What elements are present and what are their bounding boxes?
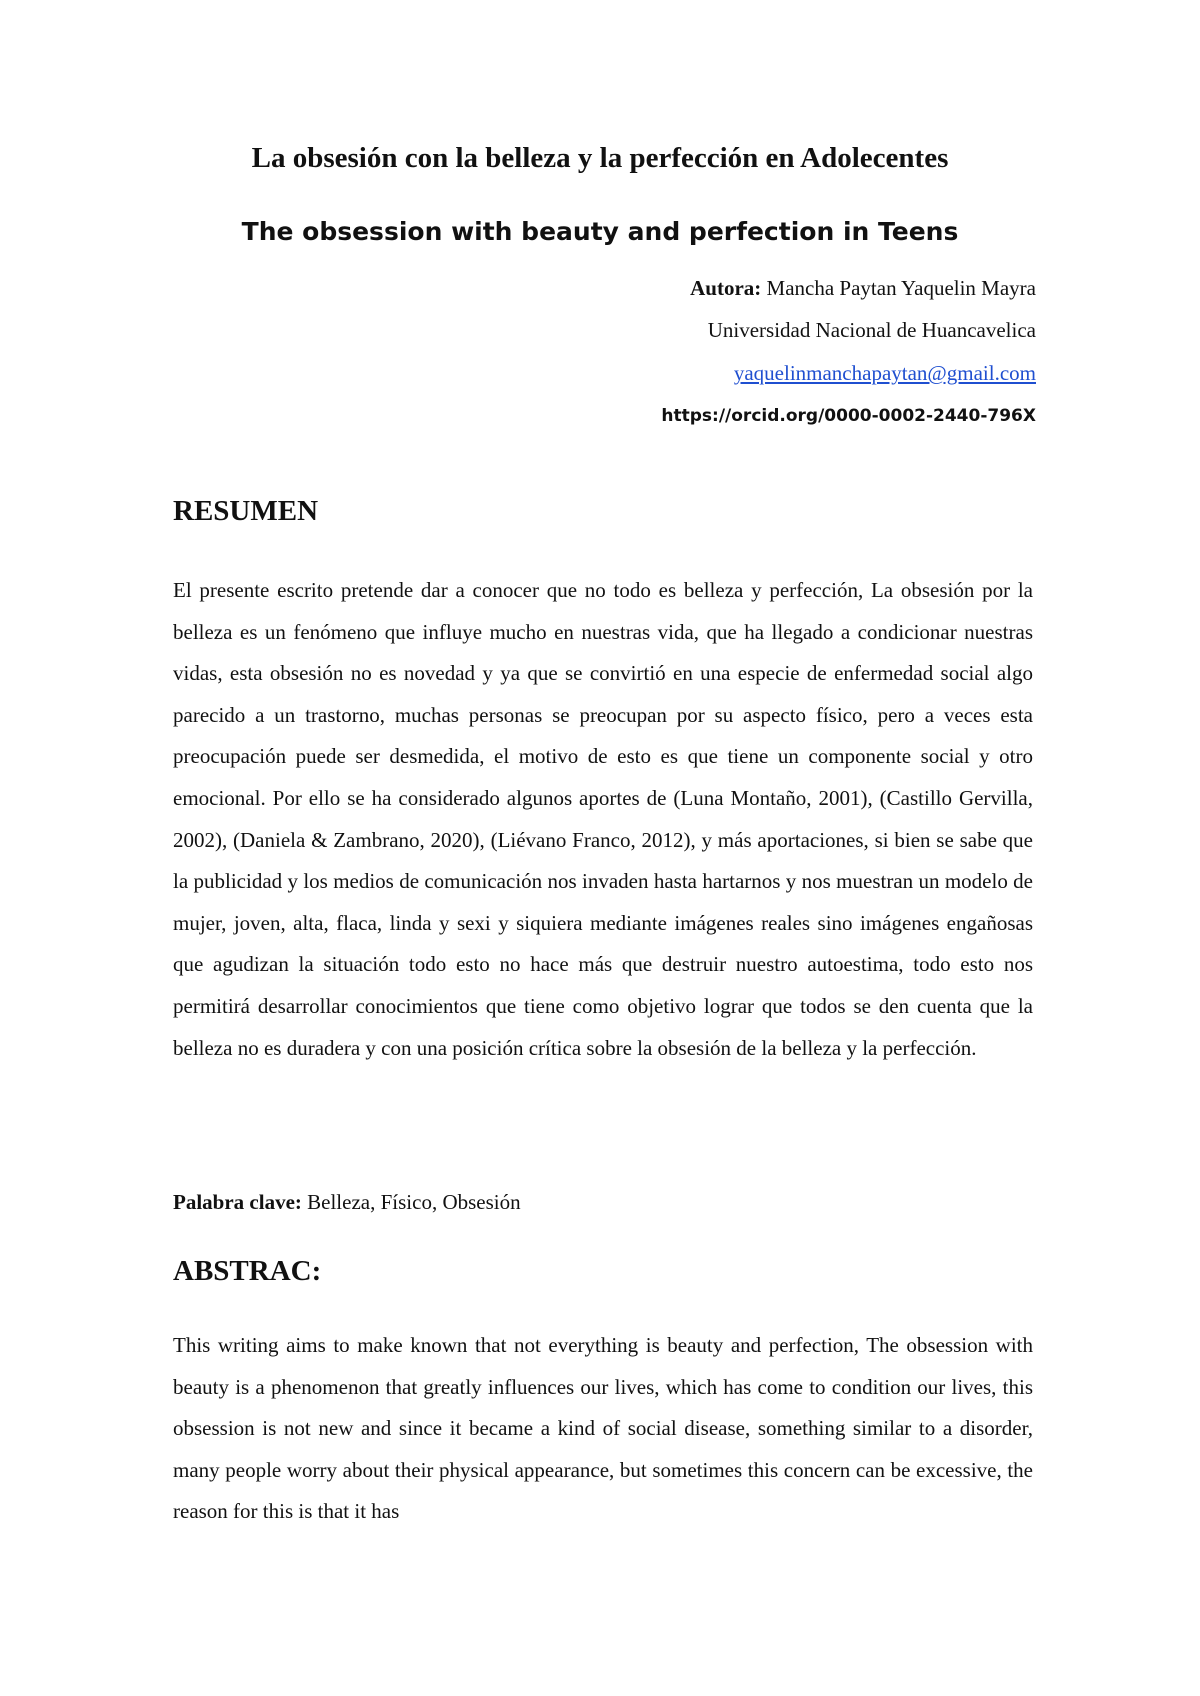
- orcid-link: https://orcid.org/0000-0002-2440-796X: [661, 406, 1036, 426]
- resumen-paragraph: El presente escrito pretende dar a conocer que no todo es belleza y perfección, La obsesión por la belleza es un fenómeno que influye mucho en nuestras vida, que ha llegado a condicionar nuestras vidas, esta obsesión no es novedad y ya que se convirtió en una especie de enfermedad social algo parecido a un trastorno, muchas personas se preocupan por su aspecto físico, pero a veces esta preocupación puede ser desmedida, el motivo de esto es que tiene un componente social y otro emocional. Por ello se ha considerado algunos aportes de (Luna Montaño, 2001), (Castillo Gervilla, 2002), (Daniela & Zambrano, 2020), (Liévano Franco, 2012), y más aportaciones, si bien se sabe que la publicidad y los medios de comunicación nos invaden hasta hartarnos y nos muestran un modelo de mujer, joven, alta, flaca, linda y sexi y siquiera mediante imágenes reales sino imágenes engañosas que agudizan la situación todo esto no hace más que destruir nuestro autoestima, todo esto nos permitirá desarrollar conocimientos que tiene como objetivo lograr que todos se den cuenta que la belleza no es duradera y con una posición crítica sobre la obsesión de la belleza y la perfección.: [173, 578, 1033, 1060]
- author-name: Mancha Paytan Yaquelin Mayra: [761, 276, 1036, 300]
- title-english: The obsession with beauty and perfection in Teens: [241, 217, 959, 246]
- author-line: [690, 275, 1036, 301]
- keywords-line: [173, 1188, 521, 1216]
- university: Universidad Nacional de Huancavelica: [707, 318, 1036, 342]
- abstract-paragraph: This writing aims to make known that not everything is beauty and perfection, The obsession with beauty is a phenomenon that greatly influences our lives, which has come to condition our lives, this obsession is not new and since it became a kind of social disease, something similar to a disorder, many people worry about their physical appearance, but sometimes this concern can be excessive, the reason for this is that it has: [173, 1333, 1033, 1524]
- resumen-heading: RESUMEN: [173, 495, 319, 527]
- title-spanish: La obsesión con la belleza y la perfección en Adolecentes: [251, 142, 949, 174]
- email-line: [734, 360, 1036, 386]
- keywords-label: Palabra clave:: [173, 1190, 302, 1214]
- keywords-values: Belleza, Físico, Obsesión: [301, 1190, 521, 1214]
- email-link[interactable]: yaquelinmanchapaytan@gmail.com: [733, 361, 1036, 385]
- abstract-heading: ABSTRAC:: [173, 1255, 322, 1287]
- author-label: Autora:: [690, 276, 762, 300]
